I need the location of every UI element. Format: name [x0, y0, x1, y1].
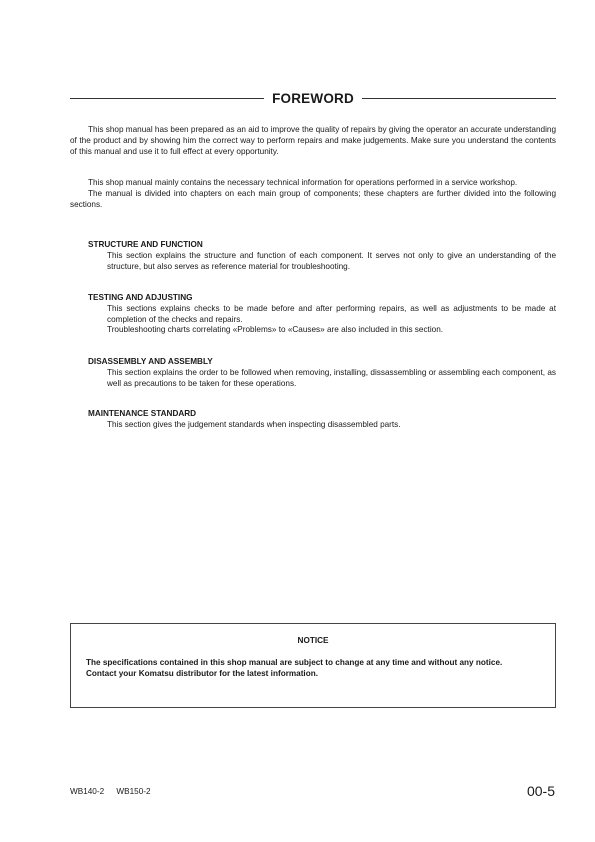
- header-rule-right: [362, 98, 556, 99]
- footer-model-1: WB140-2: [70, 787, 105, 796]
- page-header: [70, 89, 556, 107]
- section-testing-and-adjusting: [88, 293, 556, 336]
- header-rule-left: [70, 98, 264, 99]
- intro-block-2: [70, 178, 556, 210]
- section-title: STRUCTURE AND FUNCTION: [88, 240, 203, 249]
- footer-models: [70, 787, 151, 796]
- notice-box: [70, 623, 556, 708]
- page-title: FOREWORD: [272, 90, 354, 106]
- notice-line-1: The specifications contained in this shop manual are subject to change at any time and without any notice.: [86, 658, 503, 667]
- section-body: Troubleshooting charts correlating «Problems» to «Causes» are also included in this section.: [107, 325, 444, 335]
- intro-paragraph-1: This shop manual has been prepared as an aid to improve the quality of repairs by giving the operator an accurate understanding of the product and by showing him the correct way to perform repairs and make judgements. Make sure you understand the contents of this manual and use it to full effect at every opportunity.: [70, 125, 556, 156]
- section-body: This section explains the order to be followed when removing, installing, dissassembling or assembling each component, as well as precautions to be taken for these operations.: [107, 367, 556, 388]
- section-body: This section gives the judgement standards when inspecting disassembled parts.: [107, 419, 401, 429]
- intro-block-1: [70, 125, 556, 157]
- footer-model-2: WB150-2: [116, 787, 151, 796]
- section-maintenance-standard: [88, 409, 556, 431]
- section-structure-and-function: [88, 240, 556, 272]
- section-title: DISASSEMBLY AND ASSEMBLY: [88, 357, 213, 366]
- notice-title: NOTICE: [297, 636, 329, 645]
- section-title: MAINTENANCE STANDARD: [88, 409, 197, 418]
- section-body: This section explains the structure and function of each component. It serves not only to give an understanding of the structure, but also serves as reference material for troubleshooting.: [107, 250, 556, 271]
- section-disassembly-and-assembly: [88, 357, 556, 389]
- section-body: This sections explains checks to be made before and after performing repairs, as well as adjustments to be made at completion of the checks and repairs.: [107, 303, 556, 324]
- intro-paragraph-3: The manual is divided into chapters on each main group of components; these chapters are further divided into the following sections.: [70, 188, 556, 209]
- page-number: 00-5: [526, 783, 555, 799]
- section-title: TESTING AND ADJUSTING: [88, 293, 193, 302]
- notice-body: [86, 658, 541, 680]
- notice-line-2: Contact your Komatsu distributor for the latest information.: [86, 668, 318, 678]
- intro-paragraph-2: This shop manual mainly contains the necessary technical information for operations performed in a service workshop.: [88, 178, 518, 187]
